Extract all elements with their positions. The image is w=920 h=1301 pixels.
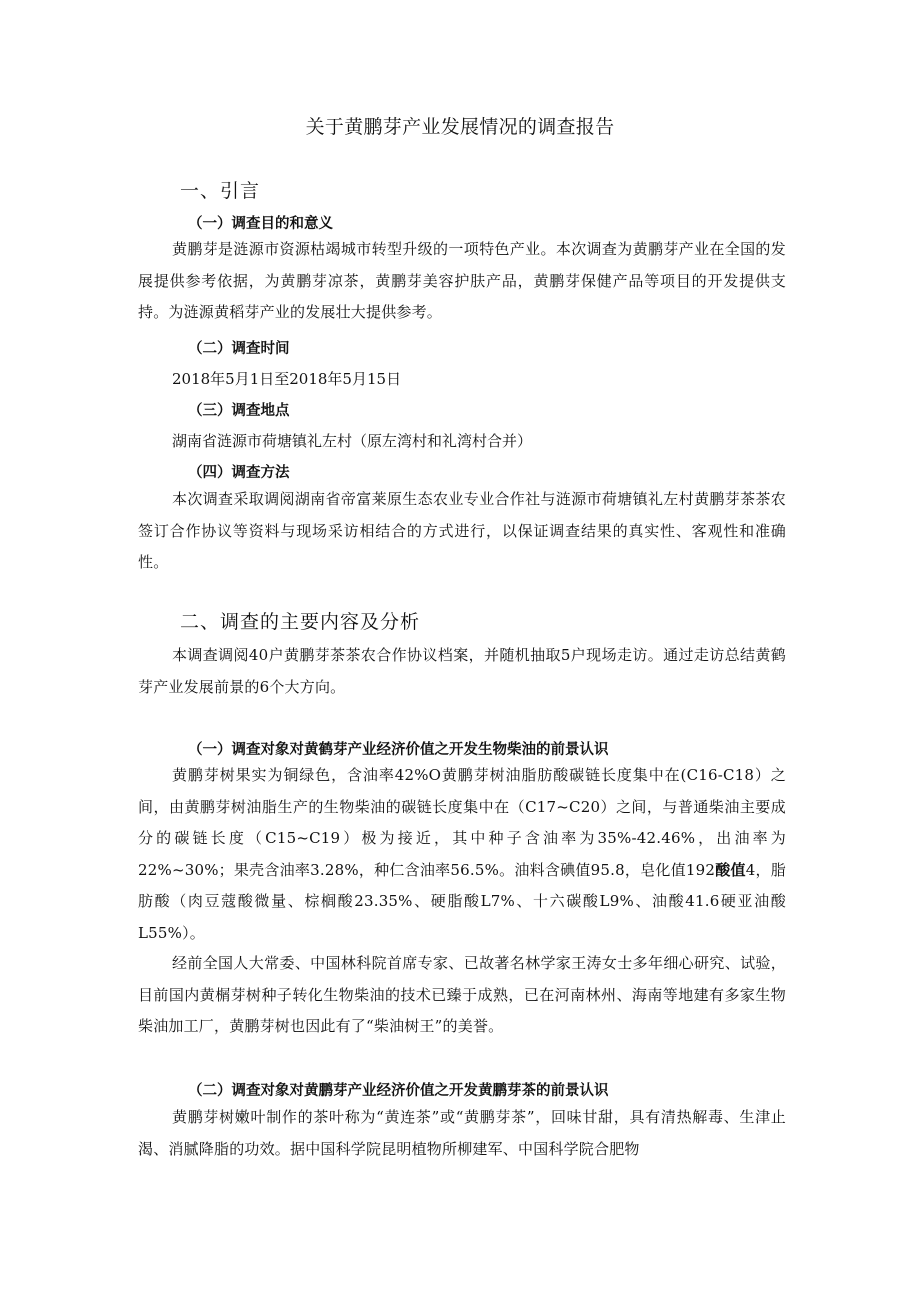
subheading-tea: （二）调查对象对黄鹏芽产业经济价值之开发黄鹏芽茶的前景认识	[188, 1083, 609, 1099]
paragraph-location: 湖南省涟源市荷塘镇礼左村（原左湾村和礼湾村合并）	[172, 432, 533, 450]
subheading-method: （四）调查方法	[188, 465, 290, 481]
subheading-location: （三）调查地点	[188, 403, 290, 419]
paragraph-biodiesel-1-part-b: 4，脂肪酸（肉豆蔻酸微量、棕榈酸23.35%、硬脂酸L7%、十六碳酸L9%、油酸41.6硬亚油酸L55%）。	[138, 860, 786, 942]
subheading-purpose: （一）调查目的和意义	[188, 216, 333, 232]
subheading-time: （二）调查时间	[188, 341, 290, 357]
paragraph-biodiesel-2: 经前全国人大常委、中国林科院首席专家、已故著名林学家王涛女士多年细心研究、试验，目前国内黄榍芽树种子转化生物柴油的技术已臻于成熟，已在河南林州、海南等地建有多家生物柴油加工厂，黄鹏芽树也因此有了“柴油树王”的美誉。	[138, 954, 786, 1035]
paragraph-main-intro: 本调查调阅40户黄鹏芽茶茶农合作协议档案，并随机抽取5户现场走访。通过走访总结黄鹤芽产业发展前景的6个大方向。	[138, 646, 786, 696]
section-heading-introduction: 一、引言	[180, 180, 261, 202]
paragraph-biodiesel-1-bold: 酸值	[715, 860, 746, 879]
paragraph-time: 2018年5月1日至2018年5月15日	[172, 370, 402, 388]
paragraph-method: 本次调查采取调阅湖南省帝富莱原生态农业专业合作社与涟源市荷塘镇礼左村黄鹏芽茶茶农签订合作协议等资料与现场采访相结合的方式进行，以保证调查结果的真实性、客观性和准确性。	[138, 490, 786, 571]
paragraph-biodiesel-1	[138, 760, 786, 949]
section-heading-main-content: 二、调查的主要内容及分析	[180, 611, 421, 633]
subheading-biodiesel: （一）调查对象对黄鹤芽产业经济价值之开发生物柴油的前景认识	[188, 742, 609, 758]
paragraph-purpose: 黄鹏芽是涟源市资源枯竭城市转型升级的一项特色产业。本次调查为黄鹏芽产业在全国的发展提供参考依据，为黄鹏芽凉茶，黄鹏芽美容护肤产品，黄鹏芽保健产品等项目的开发提供支持。为涟源黄稻芽产业的发展壮大提供参考。	[138, 240, 786, 321]
paragraph-biodiesel-1-part-a: 黄鹏芽树果实为铜绿色，含油率42%O黄鹏芽树油脂肪酸碳链长度集中在(C16-C18）之间，由黄鹏芽树油脂生产的生物柴油的碳链长度集中在（C17~C20）之间，与普通柴油主要成分的碳链长度（C15~C19）极为接近，其中种子含油率为35%-42.46%，出油率为22%~30%；果壳含油率3.28%，种仁含油率56.5%。油料含碘值95.8，皂化值192	[138, 766, 786, 879]
paragraph-tea-1: 黄鹏芽树嫩叶制作的茶叶称为“黄连茶”或“黄鹏芽茶”，回味甘甜，具有清热解毒、生津止渴、消腻降脂的功效。据中国科学院昆明植物所柳建军、中国科学院合肥物	[138, 1108, 786, 1158]
page-title: 关于黄鹏芽产业发展情况的调查报告	[305, 116, 615, 138]
